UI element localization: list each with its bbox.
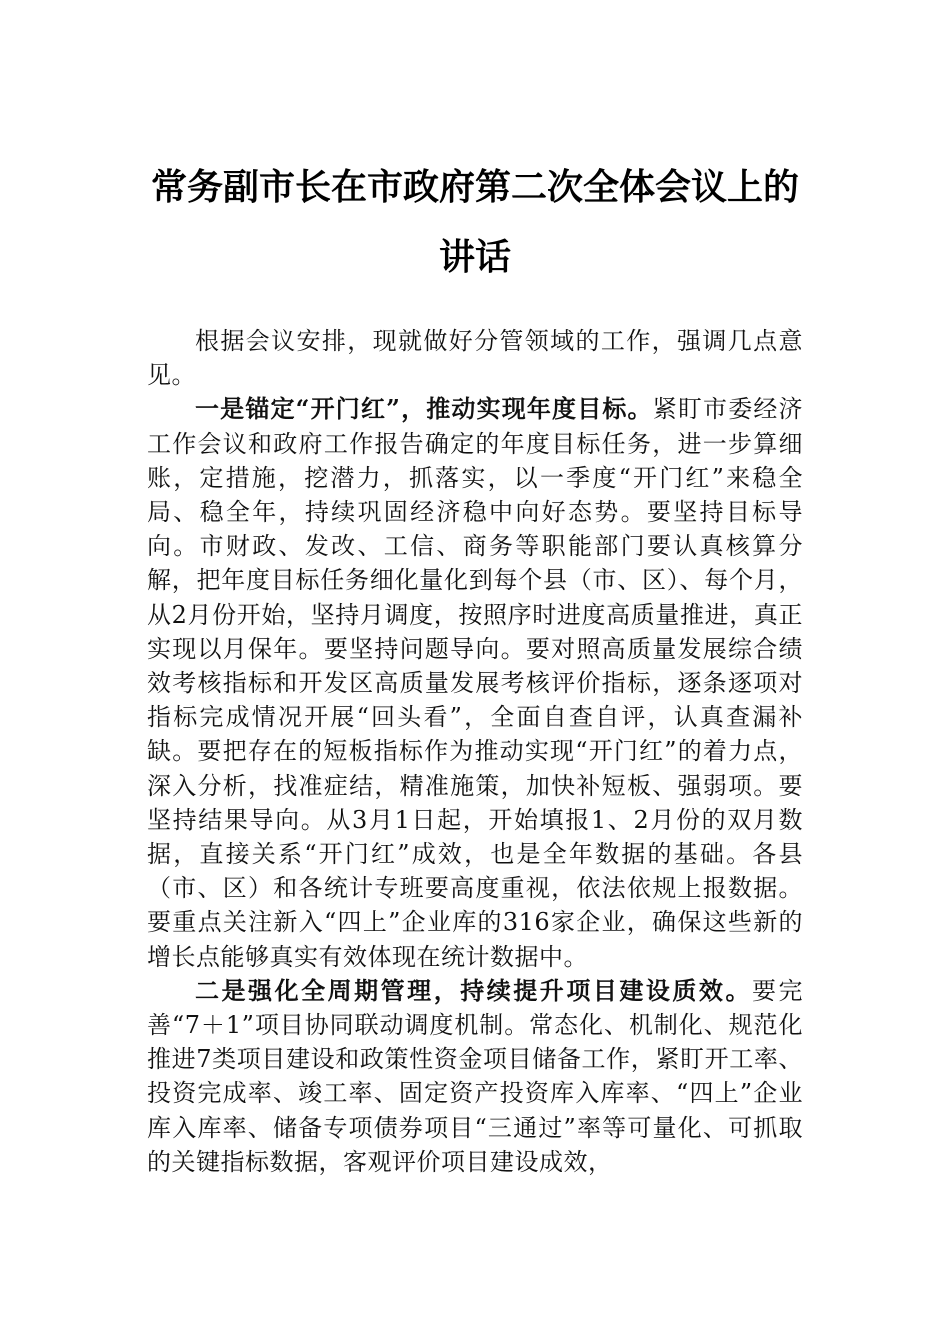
document-body xyxy=(147,324,803,1179)
paragraph-text: 根据会议安排，现就做好分管领域的工作，强调几点意见。 xyxy=(147,327,803,390)
paragraph-text: 紧盯市委经济工作会议和政府工作报告确定的年度目标任务，进一步算细账，定措施，挖潜力，抓落实，以一季度“开门红”来稳全局、稳全年，持续巩固经济稳中向好态势。要坚持目标导向。市财政、发改、工信、商务等职能部门要认真核算分解，把年度目标任务细化量化到每个县（市、区）、每个月，从2月份开始，坚持月调度，按照序时进度高质量推进，真正实现以月保年。要坚持问题导向。要对照高质量发展综合绩效考核指标和开发区高质量发展考核评价指标，逐条逐项对指标完成情况开展“回头看”，全面自查自评，认真查漏补缺。要把存在的短板指标作为推动实现“开门红”的着力点，深入分析，找准症结，精准施策，加快补短板、强弱项。要坚持结果导向。从3月1日起，开始填报1、2月份的双月数据，直接关系“开门红”成效，也是全年数据的基础。各县（市、区）和各统计专班要高度重视，依法依规上报数据。要重点关注新入“四上”企业库的316家企业，确保这些新的增长点能够真实有效体现在统计数据中。 xyxy=(147,395,804,971)
paragraph-lead: 一是锚定“开门红”，推动实现年度目标。 xyxy=(195,394,653,424)
document-title: 常务副市长在市政府第二次全体会议上的讲话 xyxy=(150,166,799,278)
paragraph-intro xyxy=(147,324,803,392)
paragraph-point-two xyxy=(147,974,803,1179)
paragraph-lead: 二是强化全周期管理，持续提升项目建设质效。 xyxy=(195,975,752,1005)
paragraph-text: 要完善“7＋1”项目协同联动调度机制。常态化、机制化、规范化推进7类项目建设和政策性资金项目储备工作，紧盯开工率、投资完成率、竣工率、固定资产投资库入库率、“四上”企业库入库率、储备专项债券项目“三通过”率等可量化、可抓取的关键指标数据，客观评价项目建设成效， xyxy=(147,976,804,1176)
paragraph-point-one xyxy=(147,392,803,973)
